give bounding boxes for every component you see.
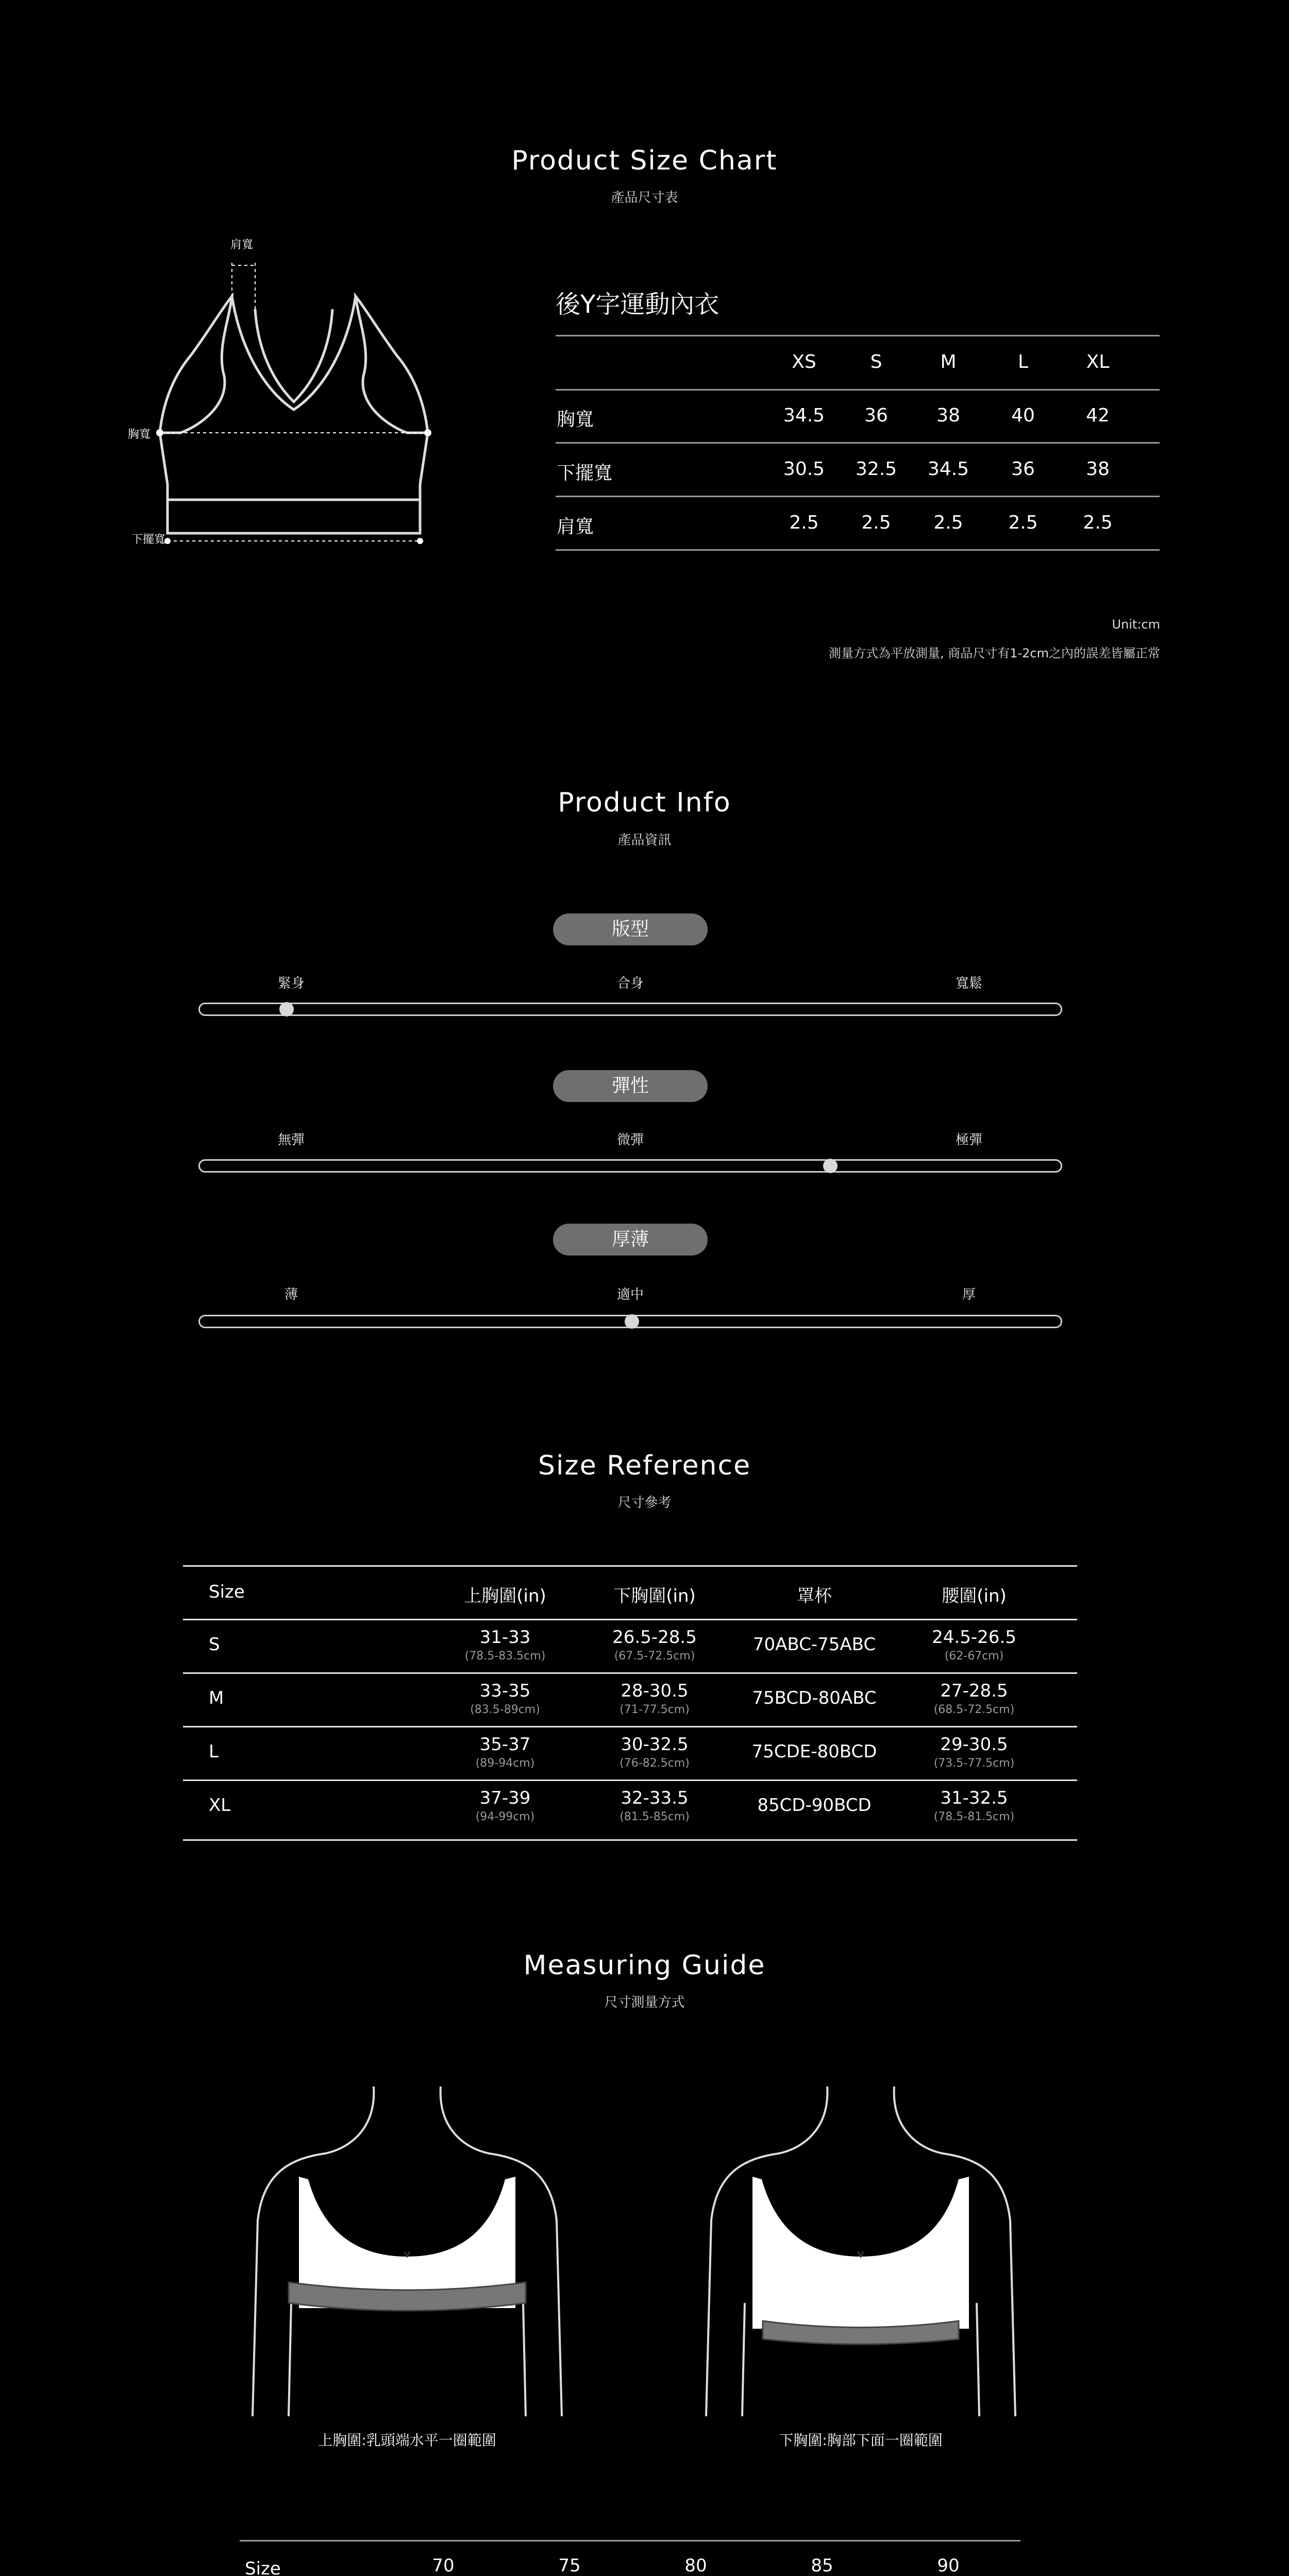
size-cell: 2.5	[1083, 512, 1113, 533]
ref-waist: 27-28.5	[940, 1681, 1008, 1701]
scale-fit-pill: 版型	[553, 913, 708, 945]
caption-upper-bust: 上胸圍:乳頭端水平一圈範圍	[318, 2432, 496, 2449]
ref-upper-cm: (83.5-89cm)	[470, 1703, 540, 1716]
ref-upper-cm: (78.5-83.5cm)	[464, 1650, 546, 1663]
ref-size: L	[209, 1741, 219, 1762]
scale-tick-label: 薄	[284, 1287, 298, 1302]
band-row-label: Size	[245, 2558, 281, 2576]
band-size: 90	[937, 2555, 960, 2576]
size-col-header: S	[870, 351, 882, 372]
size-cell: 32.5	[855, 459, 897, 480]
measuring-guide-title: Measuring Guide	[523, 1950, 766, 1981]
size-col-header: M	[940, 351, 957, 372]
ref-cup: 85CD-90BCD	[757, 1795, 872, 1816]
ref-upper-cm: (94-99cm)	[475, 1810, 535, 1823]
ref-lower-cm: (76-82.5cm)	[620, 1757, 690, 1770]
size-row-label: 下擺寬	[557, 463, 613, 484]
size-cell: 2.5	[933, 512, 963, 533]
product-info-subtitle: 產品資訊	[617, 833, 672, 848]
size-cell: 42	[1086, 405, 1110, 426]
measure-note: 測量方式為平放測量, 商品尺寸有1-2cm之內的誤差皆屬正常	[828, 646, 1160, 660]
size-cell: 34.5	[927, 459, 969, 480]
ref-header: 上胸圍(in)	[464, 1586, 546, 1606]
size-row-label: 胸寬	[557, 409, 594, 430]
band-size: 75	[558, 2555, 581, 2576]
diagram-label-hem: 下擺寬	[131, 533, 166, 546]
product-info-title: Product Info	[558, 787, 731, 818]
scale-tick-label: 無彈	[277, 1132, 305, 1148]
size-cell: 38	[936, 405, 960, 426]
ref-size: S	[209, 1634, 220, 1655]
scale-tick-label: 微彈	[616, 1132, 644, 1148]
ref-lower: 32-33.5	[621, 1788, 689, 1808]
size-cell: 2.5	[861, 512, 891, 533]
size-cell: 38	[1086, 459, 1110, 480]
size-reference-subtitle: 尺寸參考	[617, 1495, 672, 1511]
ref-waist-cm: (62-67cm)	[944, 1650, 1004, 1663]
scale-tick-label: 寬鬆	[955, 976, 982, 991]
measuring-guide-subtitle: 尺寸測量方式	[604, 1995, 685, 2010]
ref-lower: 26.5-28.5	[612, 1627, 697, 1648]
scale-elasticity-pill: 彈性	[553, 1070, 708, 1102]
band-size: 80	[684, 2555, 707, 2576]
ref-header: Size	[209, 1582, 245, 1602]
ref-waist: 29-30.5	[940, 1734, 1008, 1755]
ref-upper: 35-37	[479, 1734, 531, 1755]
size-cell: 30.5	[783, 459, 825, 480]
size-cell: 2.5	[789, 512, 819, 533]
size-col-header: L	[1017, 351, 1029, 372]
ref-upper: 33-35	[479, 1681, 531, 1701]
size-cell: 34.5	[783, 405, 825, 426]
scale-tick-label: 適中	[616, 1287, 644, 1302]
size-chart-title: Product Size Chart	[511, 145, 778, 176]
size-cell: 36	[864, 405, 888, 426]
ref-header: 罩杯	[797, 1586, 832, 1606]
size-cell: 40	[1011, 405, 1035, 426]
diagram-label-chest: 胸寬	[128, 428, 151, 441]
ref-header: 下胸圍(in)	[613, 1586, 696, 1606]
ref-waist-cm: (68.5-72.5cm)	[933, 1703, 1015, 1716]
ref-upper: 31-33	[479, 1627, 531, 1648]
ref-lower: 30-32.5	[621, 1734, 689, 1755]
ref-cup: 75BCD-80ABC	[752, 1688, 877, 1708]
scale-tick-label: 厚	[962, 1287, 976, 1302]
size-col-header: XL	[1086, 351, 1110, 372]
unit-label: Unit:cm	[1112, 617, 1160, 632]
size-reference-title: Size Reference	[538, 1450, 751, 1481]
ref-upper: 37-39	[479, 1788, 531, 1808]
ref-waist: 31-32.5	[940, 1788, 1008, 1808]
size-cell: 2.5	[1008, 512, 1038, 533]
ref-size: M	[209, 1688, 224, 1708]
size-cell: 36	[1011, 459, 1035, 480]
scale-tick-label: 緊身	[277, 976, 305, 991]
product-name: 後Y字運動內衣	[556, 290, 719, 319]
size-row-label: 肩寬	[557, 516, 594, 537]
ref-cup: 75CDE-80BCD	[751, 1741, 877, 1762]
diagram-label-shoulder: 肩寬	[230, 239, 254, 251]
ref-waist-cm: (78.5-81.5cm)	[933, 1810, 1015, 1823]
scale-tick-label: 合身	[616, 976, 644, 991]
ref-size: XL	[209, 1795, 231, 1816]
ref-lower-cm: (81.5-85cm)	[620, 1810, 690, 1823]
size-col-header: XS	[792, 351, 816, 372]
band-size: 70	[432, 2555, 455, 2576]
size-chart-subtitle: 產品尺寸表	[611, 190, 678, 206]
ref-cup: 70ABC-75ABC	[752, 1634, 876, 1655]
band-size: 85	[811, 2555, 833, 2576]
ref-upper-cm: (89-94cm)	[475, 1757, 535, 1770]
ref-waist: 24.5-26.5	[932, 1627, 1016, 1648]
ref-lower-cm: (71-77.5cm)	[620, 1703, 690, 1716]
caption-under-bust: 下胸圍:胸部下面一圈範圍	[779, 2432, 943, 2449]
ref-lower: 28-30.5	[621, 1681, 689, 1701]
scale-tick-label: 極彈	[955, 1132, 982, 1148]
ref-header: 腰圍(in)	[942, 1586, 1007, 1606]
ref-waist-cm: (73.5-77.5cm)	[933, 1757, 1015, 1770]
ref-lower-cm: (67.5-72.5cm)	[614, 1650, 695, 1663]
scale-thickness-pill: 厚薄	[553, 1224, 708, 1256]
